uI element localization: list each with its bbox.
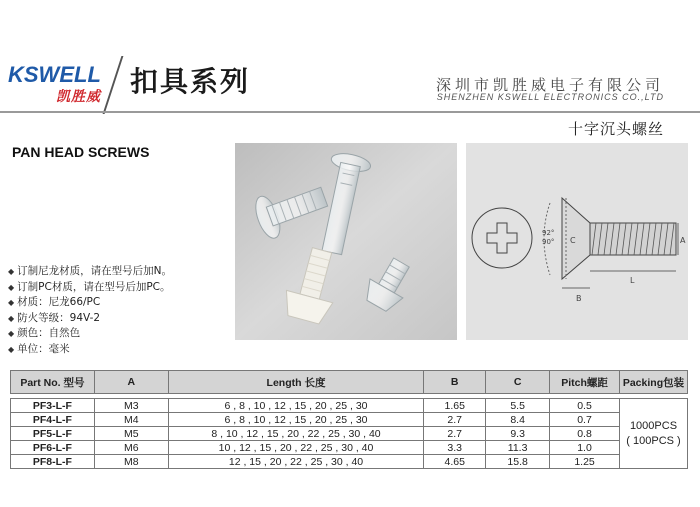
table-row [11,455,688,469]
logo-text: KSWELL [8,62,101,87]
product-photo-illustration [235,143,457,340]
header-rule [0,111,700,113]
cell-b: 4.65 [424,455,486,469]
dimensions-table [10,370,688,469]
col-header-part: Part No. 型号 [11,371,95,394]
company-name-cn: 深圳市凯胜威电子有限公司 [435,76,664,94]
drawing-label-l: L [630,276,635,285]
table-row [11,399,688,413]
spec-item: ◆ 颜色：自然色 [8,326,172,342]
cell-b: 2.7 [424,413,486,427]
drawing-label-b: B [576,294,582,303]
col-header-pitch: Pitch螺距 [550,371,620,394]
company-logo [8,62,120,108]
spec-item: ◆ 单位：毫米 [8,342,172,358]
cell-pitch: 1.0 [550,441,620,455]
col-header-b: B [424,371,486,394]
cell-part: PF5-L-F [11,427,95,441]
cell-length: 12 , 15 , 20 , 22 , 25 , 30 , 40 [168,455,424,469]
cell-pitch: 1.25 [550,455,620,469]
technical-drawing-svg [466,143,688,340]
cell-b: 1.65 [424,399,486,413]
drawing-angle-top: 92° [542,229,555,237]
col-header-c: C [486,371,550,394]
cell-packing [619,399,687,469]
cell-a: M5 [94,427,168,441]
spec-list [8,264,172,357]
spec-item: ◆ 防火等级：94V-2 [8,311,172,327]
spec-item: ◆ 订制PC材质，请在型号后加PC。 [8,280,172,296]
packing-line-1: 1000PCS [629,419,678,432]
product-name-en: PAN HEAD SCREWS [12,144,150,160]
cell-pitch: 0.7 [550,413,620,427]
packing-line-2: ( 100PCS ) [626,434,681,447]
table-header-row [11,371,688,394]
cell-b: 2.7 [424,427,486,441]
cell-length: 6 , 8 , 10 , 12 , 15 , 20 , 25 , 30 [168,413,424,427]
cell-a: M6 [94,441,168,455]
cell-a: M4 [94,413,168,427]
spec-item: ◆ 订制尼龙材质，请在型号后加N。 [8,264,172,280]
cell-length: 10 , 12 , 15 , 20 , 22 , 25 , 30 , 40 [168,441,424,455]
cell-pitch: 0.8 [550,427,620,441]
cell-c: 8.4 [486,413,550,427]
technical-drawing [466,143,688,340]
cell-length: 6 , 8 , 10 , 12 , 15 , 20 , 25 , 30 [168,399,424,413]
cell-part: PF4-L-F [11,413,95,427]
cell-part: PF8-L-F [11,455,95,469]
drawing-angle-bottom: 90° [542,238,555,246]
cell-c: 5.5 [486,399,550,413]
drawing-label-a: A [680,236,686,245]
cell-part: PF6-L-F [11,441,95,455]
col-header-length: Length 长度 [168,371,424,394]
table-row [11,441,688,455]
spec-item: ◆ 材质：尼龙66/PC [8,295,172,311]
cell-a: M8 [94,455,168,469]
logo-subtext: 凯胜威 [56,89,101,105]
col-header-packing: Packing包装 [619,371,687,394]
cell-c: 15.8 [486,455,550,469]
table-row [11,413,688,427]
cell-c: 11.3 [486,441,550,455]
cell-a: M3 [94,399,168,413]
series-title: 扣具系列 [130,65,251,98]
cell-pitch: 0.5 [550,399,620,413]
product-name-cn: 十字沉头螺丝 [567,120,664,138]
product-photo [235,143,457,340]
drawing-label-c: C [570,236,576,245]
cell-length: 8 , 10 , 12 , 15 , 20 , 22 , 25 , 30 , 40 [168,427,424,441]
table-row [11,427,688,441]
col-header-a: A [94,371,168,394]
cell-c: 9.3 [486,427,550,441]
cell-b: 3.3 [424,441,486,455]
cell-part: PF3-L-F [11,399,95,413]
company-name-en: SHENZHEN KSWELL ELECTRONICS CO.,LTD [436,92,664,102]
